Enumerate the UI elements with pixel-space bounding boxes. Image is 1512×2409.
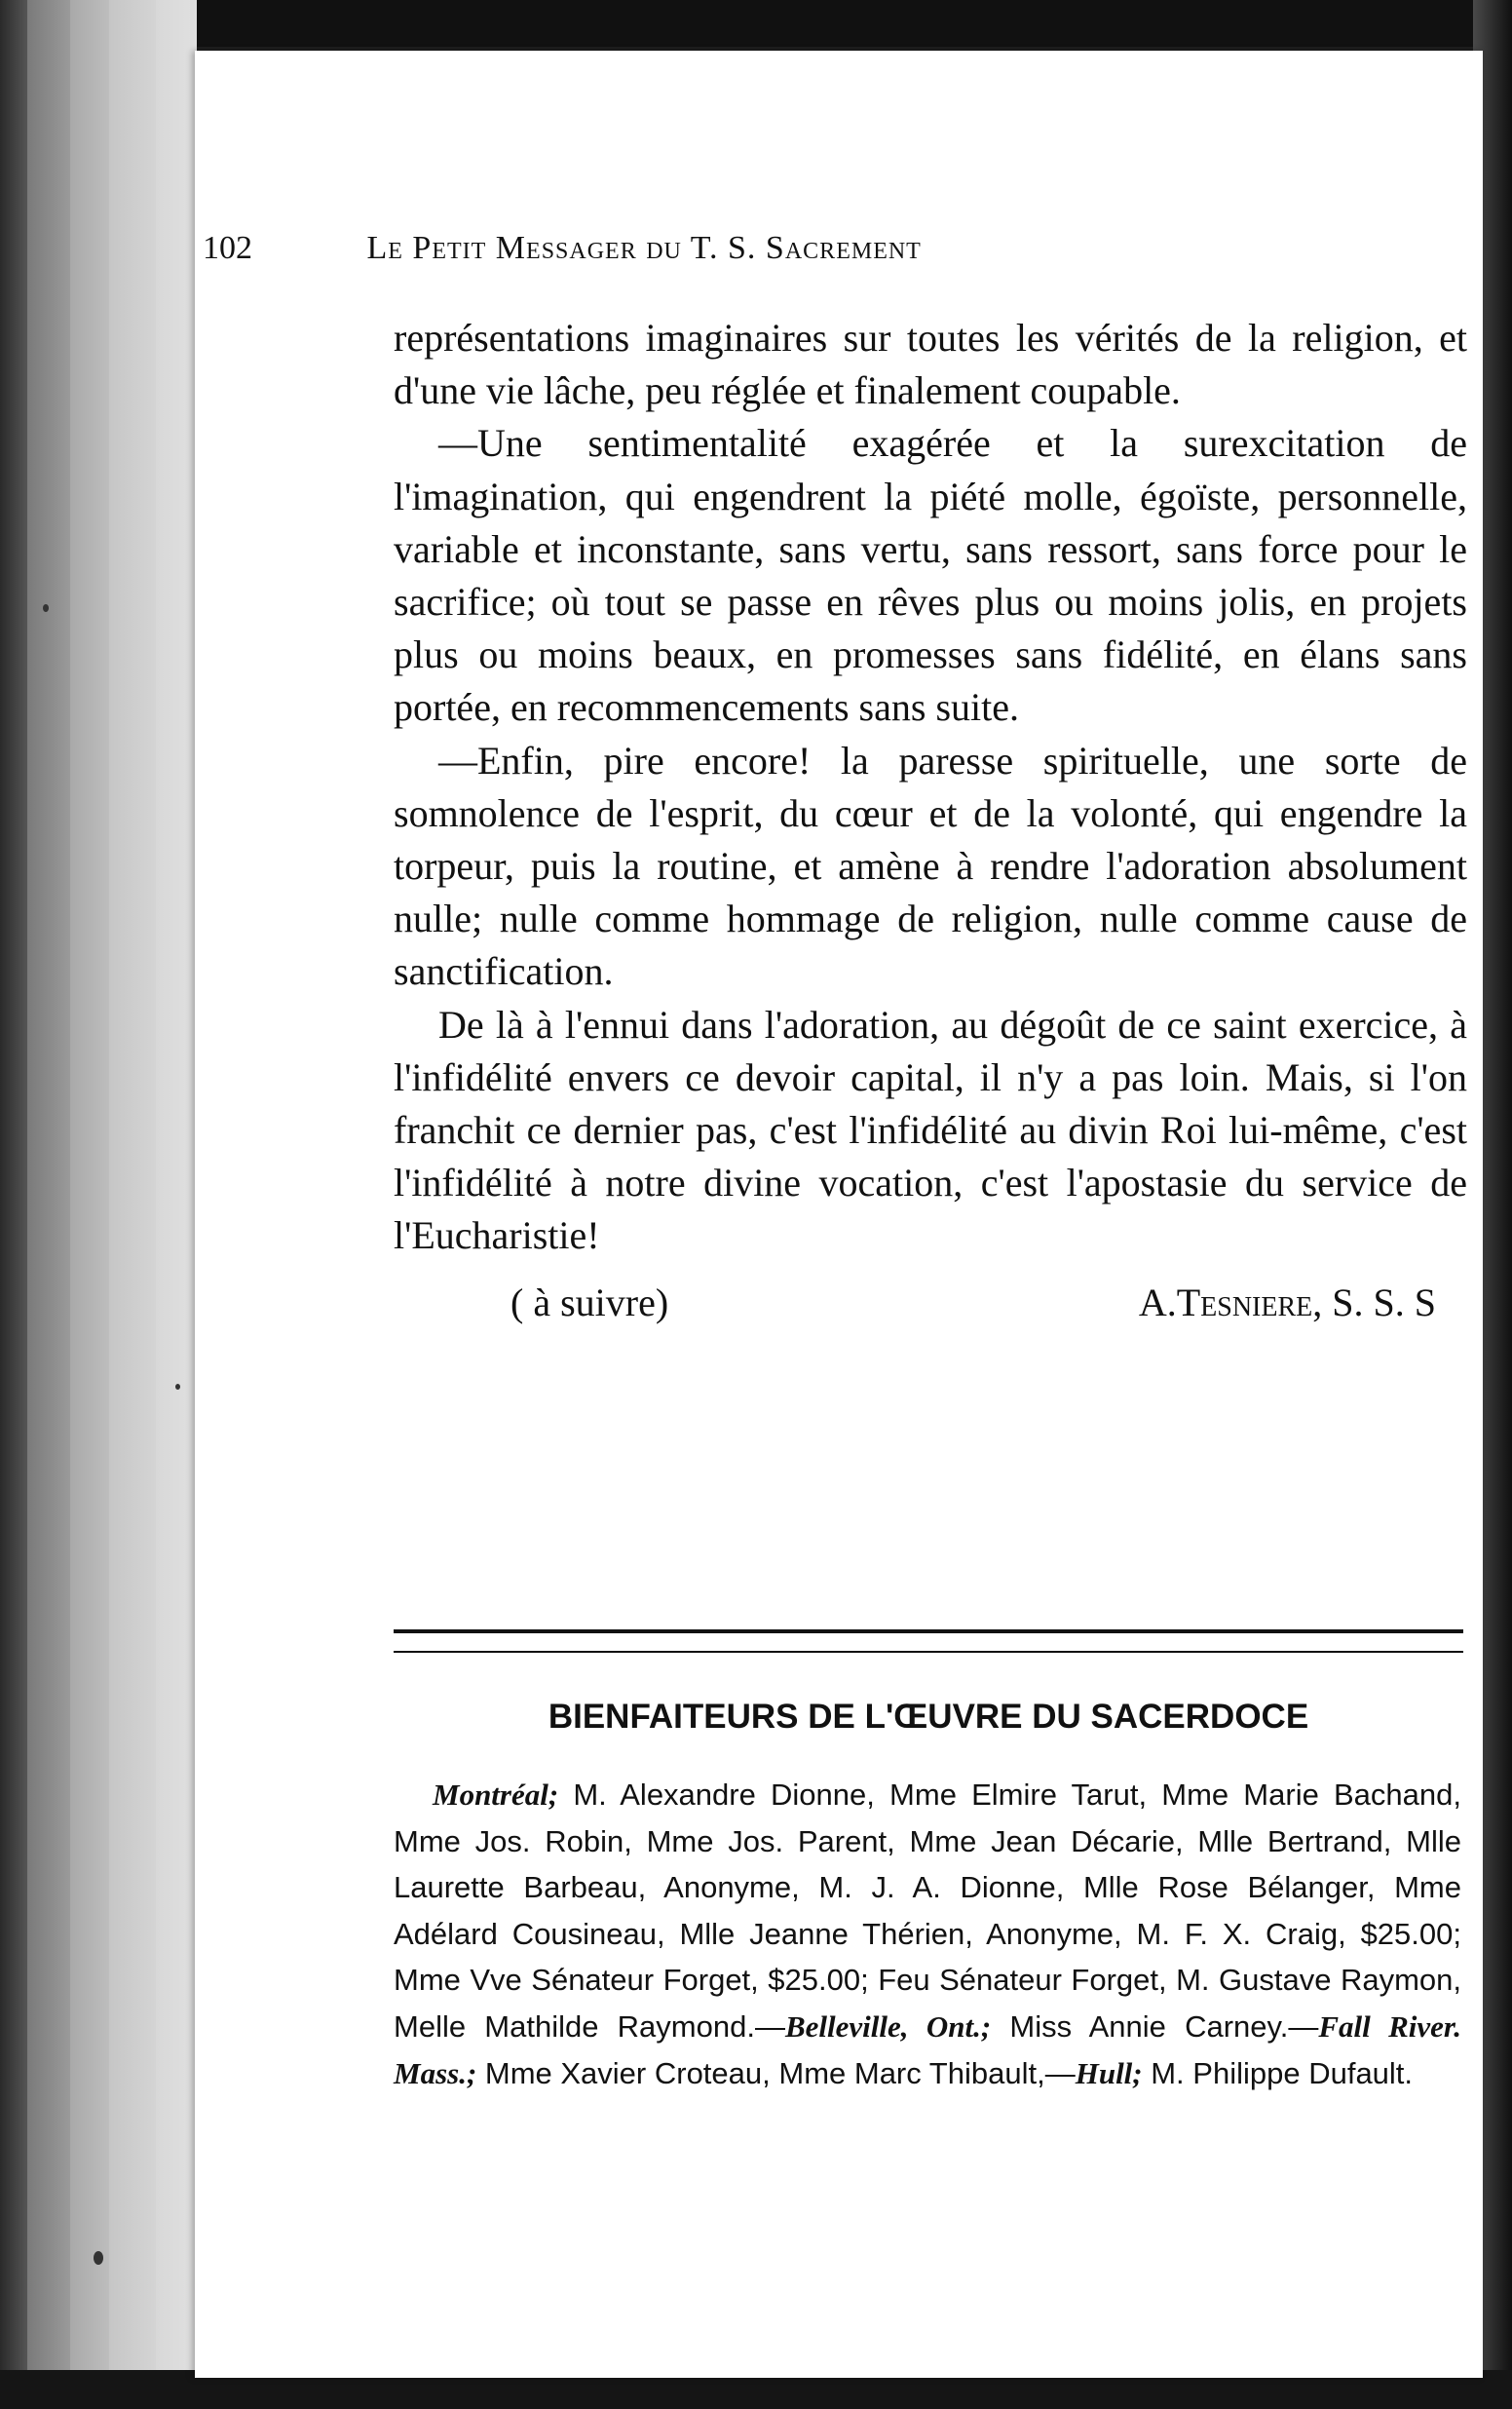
donor-names: M. Alexandre Dionne, Mme Elmire Tarut, Mme Marie Bachand, Mme Jos. Robin, Mme Jos. Parent, Mme Jean Décarie, Mlle Bertrand, Mlle Laurette Barbeau, Anonyme, M. J. A. Dionne, Mlle Rose Bélanger, Mme Adélard Cousineau, Mlle Jeanne Thérien, Anonyme, M. F. X. Craig, $25.00; Mme Vve Sénateur Forget, $25.00; Feu Sénateur Forget, M. Gustave Raymon, Melle Mathilde Raymond.— bbox=[394, 1778, 1461, 2044]
running-head bbox=[203, 230, 1469, 267]
book-edge-strip bbox=[156, 0, 197, 2409]
donor-names: Mme Xavier Croteau, Mme Marc Thibault,— bbox=[476, 2055, 1076, 2090]
place-name: Fall River. Mass.; bbox=[394, 2008, 1462, 2090]
book-edge-strip bbox=[70, 0, 109, 2409]
author-signature: A.Tesniere, S. S. S bbox=[1138, 1280, 1436, 1324]
donor-names: M. Philippe Dufault. bbox=[1142, 2055, 1414, 2090]
journal-title: Le Petit Messager du T. S. Sacrement bbox=[366, 230, 922, 266]
place-name: Montréal; bbox=[433, 1778, 559, 1812]
place-name: Belleville, Ont.; bbox=[784, 2008, 992, 2044]
book-edge-strip bbox=[109, 0, 156, 2409]
donors-list bbox=[394, 1772, 1461, 2096]
article-body bbox=[394, 312, 1467, 1329]
book-edge-strip bbox=[0, 0, 27, 2409]
section-divider-thick bbox=[394, 1629, 1463, 1633]
paragraph: représentations imaginaires sur toutes les vérités de la religion, et d'une vie lâche, peu réglée et finalement coupable. bbox=[394, 316, 1467, 413]
scan-speck bbox=[43, 604, 49, 612]
continued-note: ( à suivre) bbox=[510, 1280, 669, 1324]
page-number: 102 bbox=[203, 230, 252, 266]
paragraph: —Une sentimentalité exagérée et la surexcitation de l'imagination, qui engendrent la piété molle, égoïste, personnelle, variable et inconstante, sans vertu, sans ressort, sans force pour le sacrifice; où tout se passe en rêves plus ou moins jolis, en projets plus ou moins beaux, en promesses sans fidélité, en élans sans portée, en recommencements sans suite. bbox=[394, 421, 1467, 730]
donor-names: Miss Annie Carney.— bbox=[991, 2008, 1319, 2044]
signature-line bbox=[394, 1277, 1467, 1329]
donors-section-title: BIENFAITEURS DE L'ŒUVRE DU SACERDOCE bbox=[548, 1698, 1309, 1736]
section-divider-thin bbox=[394, 1651, 1463, 1653]
paragraph: —Enfin, pire encore! la paresse spirituelle, une sorte de somnolence de l'esprit, du cœur et de la volonté, qui engendre la torpeur, puis la routine, et amène à rendre l'adoration absolument nulle; nulle comme hommage de religion, nulle comme cause de sanctification. bbox=[394, 738, 1467, 994]
book-edge-strip bbox=[27, 0, 70, 2409]
place-name: Hull; bbox=[1075, 2055, 1143, 2090]
scan-speck bbox=[175, 1384, 180, 1390]
scan-speck bbox=[94, 2251, 103, 2265]
paragraph: De là à l'ennui dans l'adoration, au dégoût de ce saint exercice, à l'infidélité envers ce devoir capital, il n'y a pas loin. Mais, si l'on franchit ce dernier pas, c'est l'infidélité au divin Roi lui-même, c'est l'infidélité à notre divine vocation, c'est l'apostasie du service de l'Eucharistie! bbox=[394, 1002, 1467, 1258]
scan-top-border bbox=[0, 0, 1512, 47]
